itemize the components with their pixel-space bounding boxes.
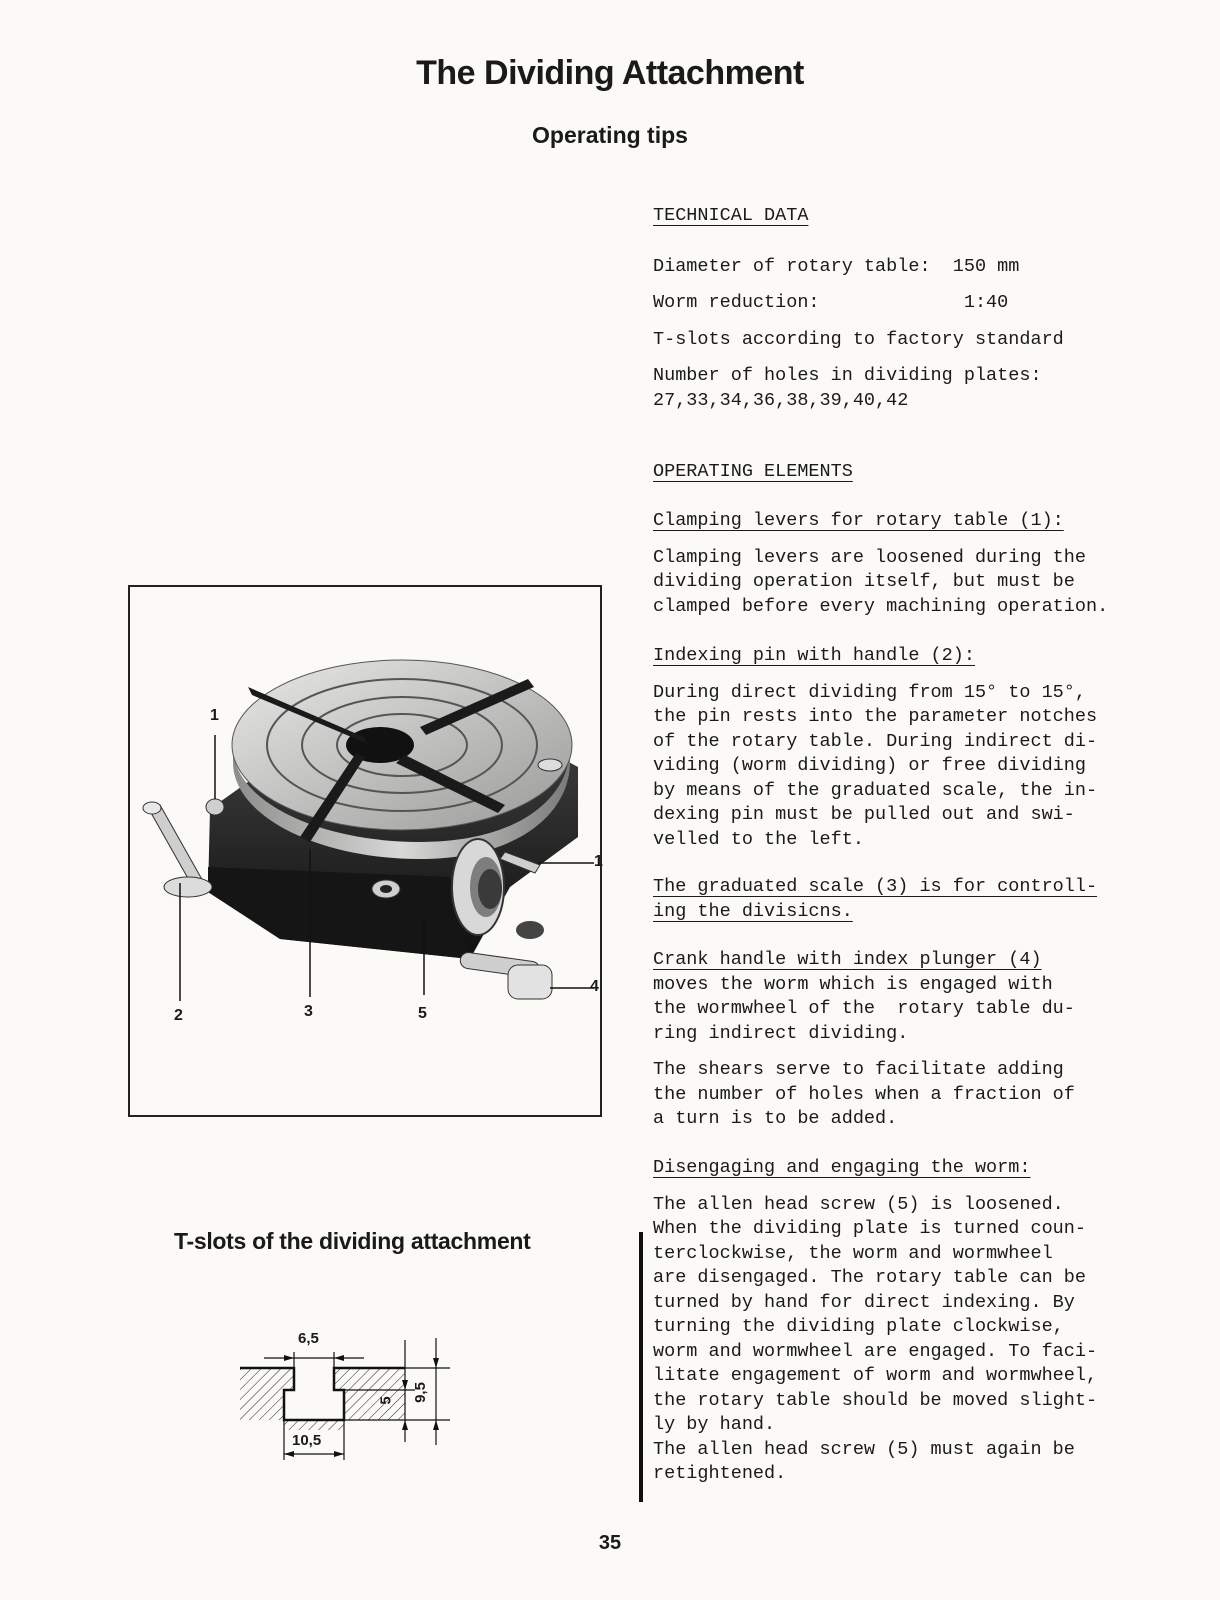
text-line: When the dividing plate is turned coun- (653, 1218, 1086, 1239)
text-line: During direct dividing from 15° to 15°, (653, 681, 1086, 703)
text-line: The allen head screw (5) is loosened. (653, 1193, 1064, 1215)
text-line: worm and wormwheel are engaged. To faci- (653, 1340, 1098, 1362)
callout-1-right: 1 (594, 853, 603, 870)
callout-4: 4 (590, 978, 599, 995)
text-line: turned by hand for direct indexing. By (653, 1291, 1075, 1313)
page-subtitle: Operating tips (532, 122, 688, 148)
text-line: the rotary table should be moved slight- (653, 1389, 1098, 1411)
indexing-section (653, 644, 1173, 852)
text-line: clamped before every machining operation. (653, 595, 1109, 617)
text-line: turning the dividing plate clockwise, (653, 1316, 1064, 1337)
text-line: by means of the graduated scale, the in- (653, 779, 1098, 801)
clamping-section (653, 509, 1173, 619)
dim-bottom-label: 10,5 (292, 1432, 322, 1449)
text-line: are disengaged. The rotary table can be (653, 1267, 1086, 1288)
clamping-heading: Clamping levers for rotary table (1): (653, 510, 1064, 531)
text-line: The shears serve to facilitate adding (653, 1059, 1064, 1080)
text-line: ring indirect dividing. (653, 1022, 909, 1044)
indexing-text (653, 681, 1173, 853)
dim-top-label: 6,5 (298, 1330, 319, 1347)
worm-section (653, 1156, 1173, 1487)
clamping-text (653, 546, 1173, 620)
dim-inner-label: 5 (377, 1396, 395, 1405)
text-line: dexing pin must be pulled out and swi- (653, 804, 1075, 825)
text-line: of the rotary table. During indirect di- (653, 730, 1098, 752)
text-line: velled to the left. (653, 828, 864, 850)
text-line: viding (worm dividing) or free dividing (653, 755, 1086, 776)
text-line: the number of holes when a fraction of (653, 1083, 1075, 1105)
text-line: retightened. (653, 1463, 787, 1484)
operating-elements-heading: OPERATING ELEMENTS (653, 461, 853, 482)
spec-tslots: T-slots according to factory standard (653, 328, 1064, 350)
rotary-table-figure (128, 585, 602, 1117)
text-line: dividing operation itself, but must be (653, 571, 1075, 592)
spec-holes-values: 27,33,34,36,38,39,40,42 (653, 389, 909, 411)
text-line: Clamping levers are loosened during the (653, 546, 1086, 568)
operating-elements-heading-block (653, 460, 1173, 485)
indexing-heading: Indexing pin with handle (2): (653, 645, 975, 666)
tslot-title: T-slots of the dividing attachment (174, 1228, 531, 1254)
text-line: litate engagement of worm and wormwheel, (653, 1365, 1098, 1386)
callout-1-top: 1 (210, 707, 219, 724)
callout-3: 3 (304, 1003, 313, 1020)
text-line: The allen head screw (5) must again be (653, 1438, 1075, 1460)
callout-2: 2 (174, 1007, 183, 1024)
dim-outer-label: 9,5 (411, 1382, 429, 1403)
text-line: the wormwheel of the rotary table du- (653, 998, 1075, 1019)
text-line: ly by hand. (653, 1414, 776, 1435)
text-line: the pin rests into the parameter notches (653, 706, 1098, 727)
page-number: 35 (598, 1532, 622, 1554)
scale-section (653, 875, 1173, 924)
crank-heading: Crank handle with index plunger (4) (653, 949, 1042, 970)
technical-data-heading: TECHNICAL DATA (653, 205, 809, 226)
text-line: moves the worm which is engaged with (653, 973, 1053, 995)
spec-diameter: Diameter of rotary table: 150 mm (653, 255, 1020, 277)
technical-data-section (653, 204, 1173, 413)
text-line: terclockwise, the worm and wormwheel (653, 1242, 1053, 1264)
callout-5: 5 (418, 1005, 427, 1022)
tslot-diagram (240, 1330, 460, 1500)
shears-section (653, 1058, 1173, 1132)
revision-bar (639, 1232, 643, 1502)
rotary-table-illustration (130, 587, 600, 1115)
scale-text-line: ing the divisicns. (653, 900, 853, 922)
text-line: a turn is to be added. (653, 1108, 898, 1129)
crank-section (653, 948, 1173, 1046)
page-title: The Dividing Attachment (416, 54, 804, 92)
scale-text-line: The graduated scale (3) is for controll- (653, 876, 1098, 897)
worm-text (653, 1193, 1173, 1487)
worm-heading: Disengaging and engaging the worm: (653, 1157, 1031, 1178)
spec-worm-reduction: Worm reduction: 1:40 (653, 292, 1009, 313)
spec-holes-label: Number of holes in dividing plates: (653, 365, 1042, 386)
